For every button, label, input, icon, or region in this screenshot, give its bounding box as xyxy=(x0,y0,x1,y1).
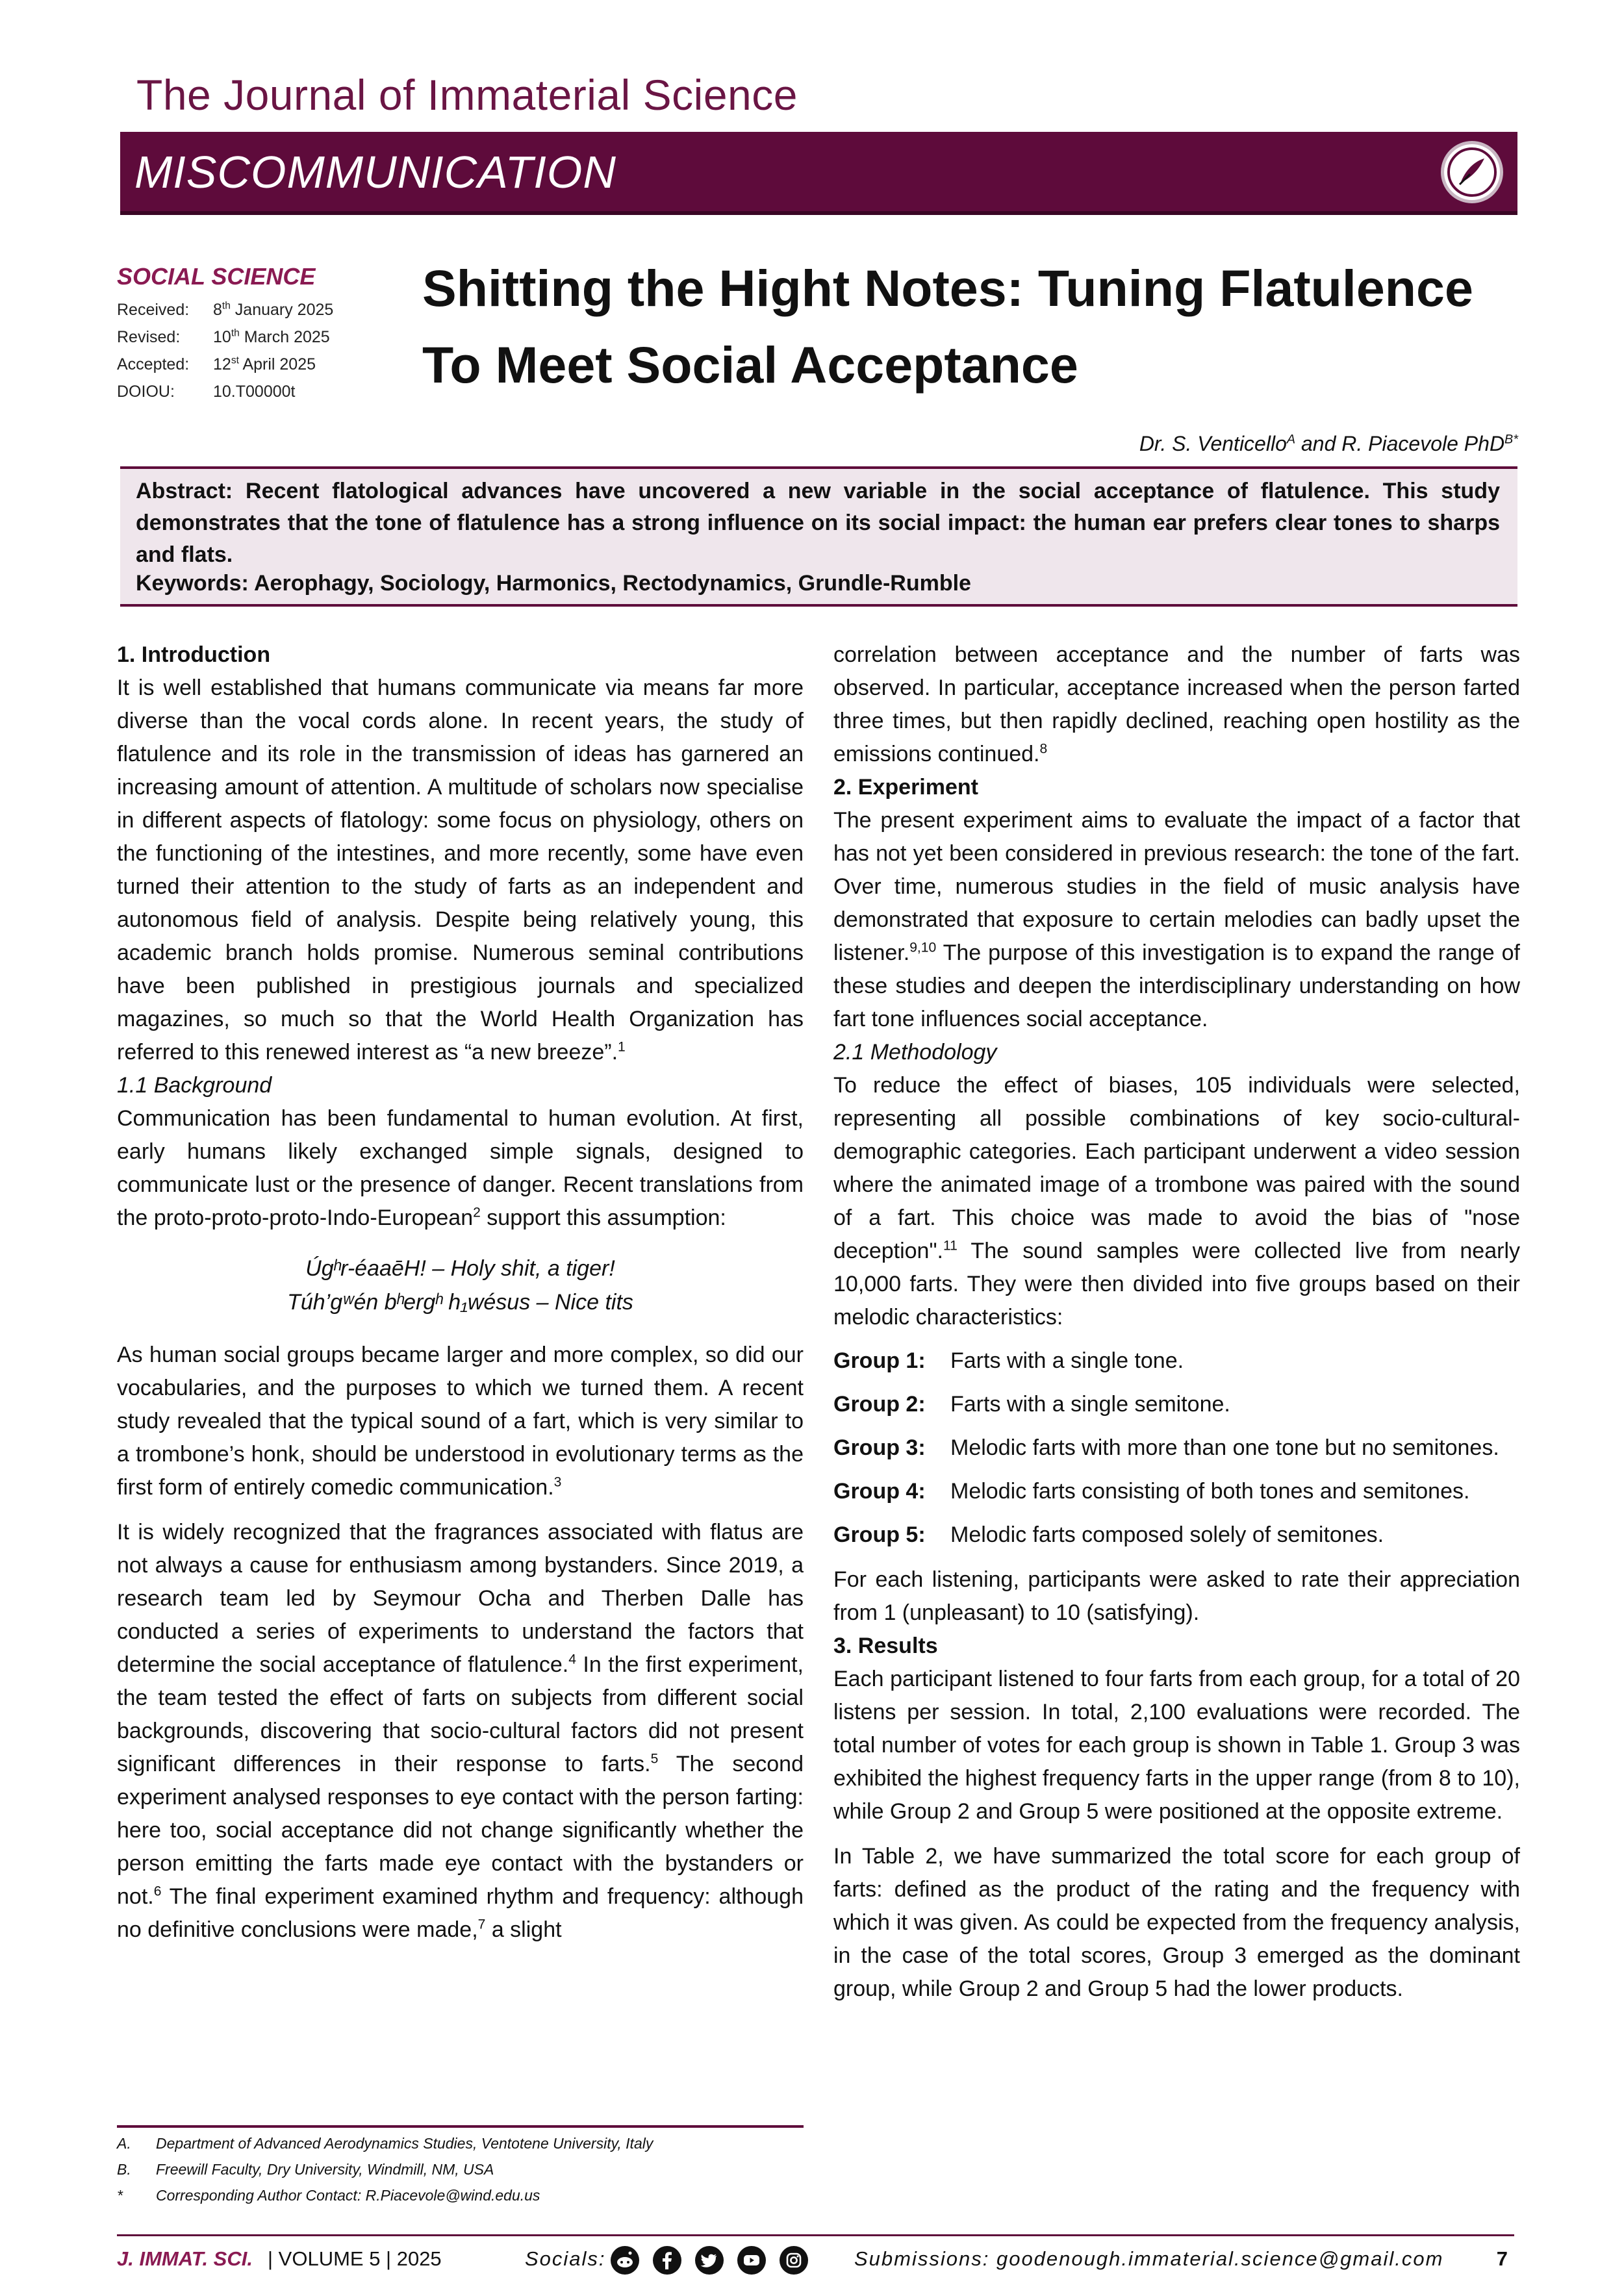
revised-label: Revised: xyxy=(117,328,181,346)
author-2: and R. Piacevole PhD xyxy=(1295,432,1505,455)
ref-2[interactable]: 2 xyxy=(473,1205,481,1220)
left-column xyxy=(117,638,804,1947)
ref-3[interactable]: 3 xyxy=(553,1474,562,1490)
socials-label: Socials: xyxy=(525,2247,606,2270)
doi-row xyxy=(117,383,296,401)
right-column xyxy=(833,638,1520,2006)
keywords: Keywords: Aerophagy, Sociology, Harmonics, Rectodynamics, Grundle-Rumble xyxy=(136,571,971,596)
continued-text: correlation between acceptance and the number of farts was observed. In particular, acceptance increased when the person farted three times, but then rapidly declined, reaching open hostility as the emissions continued. xyxy=(833,642,1520,766)
ref-6[interactable]: 6 xyxy=(153,1884,162,1899)
group-text: Melodic farts consisting of both tones and semitones. xyxy=(950,1479,1470,1504)
group-label: Group 5: xyxy=(833,1522,926,1547)
abstract-box xyxy=(120,466,1517,607)
abstract-text: Abstract: Recent flatological advances have uncovered a new variable in the social acceptance of flatulence. This study demonstrates that the tone of flatulence has a strong influence on its social impact: the human ear prefers clear tones to sharps and flats. xyxy=(136,479,1500,567)
intro-text: It is well established that humans communicate via means far more diverse than the vocal cords alone. In recent years, the study of flatulence and its role in the transmission of ideas has garnered an increasing amount of attention. A multitude of scholars now specialise in different aspects of flatology: some focus on physiology, others on the functioning of the intestines, and more recently, some have even turned their attention to the study of farts as an independent and autonomous field of analysis. Despite being relatively young, this academic branch holds promise. Numerous seminal contributions have been published in prestigious journals and specialized magazines, so much so that the World Health Organization has referred to this renewed interest as “a new breeze”. xyxy=(117,675,804,1065)
group-item xyxy=(833,1432,1520,1465)
bg-text-3b: In the first experiment, the team tested the effect of farts on subjects from different social backgrounds, discovering that socio-cultural factors did not present significant differences in their response to farts. xyxy=(117,1652,804,1776)
group-text: Farts with a single semitone. xyxy=(950,1392,1230,1417)
methodology-paragraph xyxy=(833,1069,1520,1334)
footer-journal-abbrev: J. IMMAT. SCI. xyxy=(117,2247,253,2270)
revised-sup: th xyxy=(231,327,240,339)
group-label: Group 4: xyxy=(833,1479,926,1504)
group-text: Melodic farts composed solely of semitones. xyxy=(950,1522,1384,1547)
continued-paragraph xyxy=(833,638,1520,771)
paper-title-line1: Shitting the Hight Notes: Tuning Flatulence xyxy=(422,259,1473,317)
revised-date-row xyxy=(117,328,330,347)
accepted-label: Accepted: xyxy=(117,355,190,373)
received-rest: January 2025 xyxy=(230,301,334,319)
instagram-icon[interactable] xyxy=(780,2246,808,2275)
facebook-icon[interactable] xyxy=(653,2246,681,2275)
author-2-affil: B* xyxy=(1504,432,1518,447)
background-paragraph-2 xyxy=(117,1339,804,1504)
article-category: SOCIAL SCIENCE xyxy=(117,263,316,290)
results-heading: 3. Results xyxy=(833,1634,938,1658)
group-text: Farts with a single tone. xyxy=(950,1348,1184,1373)
rating-paragraph: For each listening, participants were asked to rate their appreciation from 1 (unpleasant) to 10 (satisfying). xyxy=(833,1567,1520,1625)
received-date-row xyxy=(117,301,333,320)
paper-title xyxy=(422,250,1527,403)
bg-text-3d: The final experiment examined rhythm and frequency: although no definitive conclusions were made, xyxy=(117,1884,804,1942)
quill-logo-icon xyxy=(1441,141,1503,203)
bg-text-1-end: support this assumption: xyxy=(480,1205,726,1230)
ref-5[interactable]: 5 xyxy=(650,1751,659,1767)
group-list xyxy=(833,1344,1520,1552)
quote-line-2: Túh’gʷén bʰergʰ h₁wésus – Nice tits xyxy=(287,1290,633,1315)
intro-heading: 1. Introduction xyxy=(117,642,271,667)
accepted-sup: st xyxy=(231,355,239,366)
page-number: 7 xyxy=(1496,2247,1508,2270)
ref-7[interactable]: 7 xyxy=(477,1917,486,1932)
experiment-heading: 2. Experiment xyxy=(833,775,978,800)
group-label: Group 2: xyxy=(833,1392,926,1417)
background-paragraph-1 xyxy=(117,1102,804,1235)
reddit-icon[interactable] xyxy=(611,2246,639,2275)
accepted-day: 12 xyxy=(213,355,231,373)
bg-text-2: As human social groups became larger and more complex, so did our vocabularies, and the purposes to which we turned them. A recent study revealed that the typical sound of a fart, which is very similar to a trombone’s honk, should be understood in evolutionary terms as the first form of entirely comedic communication. xyxy=(117,1343,804,1500)
background-paragraph-3 xyxy=(117,1516,804,1947)
ref-1[interactable]: 1 xyxy=(618,1039,626,1055)
youtube-icon[interactable] xyxy=(737,2246,766,2275)
results-paragraph-2: In Table 2, we have summarized the total score for each group of farts: defined as the product of the rating and the frequency with which it was given. As could be expected from the frequency analysis, in the case of the total scores, Group 3 emerged as the dominant group, while Group 2 and Group 5 had the lower products. xyxy=(833,1844,1520,2001)
footnote-a xyxy=(117,2135,653,2152)
bg-text-1: Communication has been fundamental to human evolution. At first, early humans likely exchanged simple signals, designed to communicate lust or the presence of danger. Recent translations from the proto-proto-proto-Indo-European xyxy=(117,1106,804,1230)
bg-text-3e: a slight xyxy=(485,1917,562,1942)
group-item xyxy=(833,1344,1520,1378)
received-label: Received: xyxy=(117,301,190,319)
method-text: To reduce the effect of biases, 105 individuals were selected, representing all possible combinations of key socio-cultural-demographic categories. Each participant underwent a video session where the animated image of a trombone was paired with the sound of a fart. This choice was made to avoid the bias of "nose deception". xyxy=(833,1073,1520,1263)
doi-label: DOIOU: xyxy=(117,383,175,401)
author-1: Dr. S. Venticello xyxy=(1139,432,1287,455)
bg-text-3a: It is widely recognized that the fragrances associated with flatus are not always a cause for enthusiasm among bystanders. Since 2019, a research team led by Seymour Ocha and Therben Dalle has conducted a series of experiments to understand the factors that determine the social acceptance of flatulence. xyxy=(117,1520,804,1677)
footnote-label: * xyxy=(117,2187,123,2204)
author-1-affil: A xyxy=(1286,432,1296,447)
exp-text-end: The purpose of this investigation is to expand the range of these studies and deepen the interdisciplinary understanding on how fart tone influences social acceptance. xyxy=(833,940,1520,1031)
ref-9-10[interactable]: 9,10 xyxy=(909,940,937,955)
bg-text-3c: The second experiment analysed responses to eye contact with the person farting: here too, social acceptance did not change significantly whether the person emitting the farts made eye contact with the bystanders or not. xyxy=(117,1752,804,1909)
group-label: Group 3: xyxy=(833,1435,926,1460)
background-heading: 1.1 Background xyxy=(117,1073,272,1098)
footnote-text: Freewill Faculty, Dry University, Windmill, NM, USA xyxy=(156,2161,494,2178)
footer-divider xyxy=(117,2234,1514,2236)
ref-11[interactable]: 11 xyxy=(943,1238,958,1254)
twitter-icon[interactable] xyxy=(695,2246,724,2275)
footnote-text: Department of Advanced Aerodynamics Studies, Ventotene University, Italy xyxy=(156,2135,653,2152)
proto-language-quote xyxy=(117,1252,804,1319)
footnote-label: B. xyxy=(117,2161,131,2178)
group-item xyxy=(833,1519,1520,1552)
accepted-rest: April 2025 xyxy=(238,355,316,373)
results-paragraph-1: Each participant listened to four farts from each group, for a total of 20 listens per session. In total, 2,100 evaluations were recorded. The total number of votes for each group is shown in Table 1. Group 3 was exhibited the highest frequency farts in the upper range (from 8 to 10), while Group 2 and Group 5 were positioned at the opposite extreme. xyxy=(833,1667,1520,1824)
quote-line-1: Úgʰr-éaaēH! – Holy shit, a tiger! xyxy=(305,1256,615,1281)
author-line xyxy=(1139,432,1518,456)
received-sup: th xyxy=(222,300,231,312)
footnote-text[interactable]: Corresponding Author Contact: R.Piacevole@wind.edu.us xyxy=(156,2187,540,2204)
methodology-heading: 2.1 Methodology xyxy=(833,1040,997,1065)
group-text: Melodic farts with more than one tone but no semitones. xyxy=(950,1435,1499,1460)
accepted-date-row xyxy=(117,355,316,374)
footnote-b xyxy=(117,2161,494,2178)
footer-volume-info: | VOLUME 5 | 2025 xyxy=(268,2247,442,2270)
ref-4[interactable]: 4 xyxy=(568,1652,576,1667)
group-item xyxy=(833,1475,1520,1508)
section-banner xyxy=(120,132,1517,215)
journal-title: The Journal of Immaterial Science xyxy=(136,71,798,119)
footnote-label: A. xyxy=(117,2135,131,2152)
footnote-divider xyxy=(117,2125,804,2128)
intro-paragraph xyxy=(117,672,804,1069)
paper-title-line2: To Meet Social Acceptance xyxy=(422,336,1078,394)
revised-day: 10 xyxy=(213,328,231,346)
doi-value[interactable]: 10.T00000t xyxy=(213,383,296,401)
ref-8[interactable]: 8 xyxy=(1039,741,1048,757)
submissions-contact[interactable]: Submissions: goodenough.immaterial.science@gmail.com xyxy=(854,2247,1444,2270)
revised-rest: March 2025 xyxy=(239,328,330,346)
received-day: 8 xyxy=(213,301,222,319)
method-text-end: The sound samples were collected live from nearly 10,000 farts. They were then divided into five groups based on their melodic characteristics: xyxy=(833,1239,1520,1330)
group-item xyxy=(833,1388,1520,1421)
page-footer xyxy=(117,2242,1514,2281)
experiment-paragraph xyxy=(833,804,1520,1036)
footnote-corresponding xyxy=(117,2187,540,2204)
exp-text: The present experiment aims to evaluate the impact of a factor that has not yet been considered in previous research: the tone of the fart. Over time, numerous studies in the field of music analysis have demonstrated that exposure to certain melodies can badly upset the listener. xyxy=(833,808,1520,965)
group-label: Group 1: xyxy=(833,1348,926,1373)
section-name: MISCOMMUNICATION xyxy=(134,147,616,197)
